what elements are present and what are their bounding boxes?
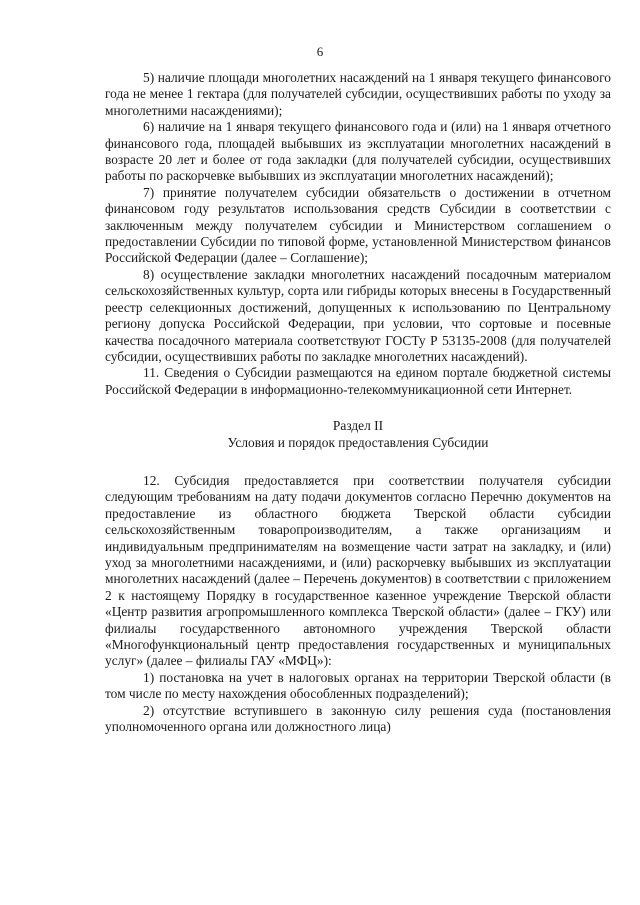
- paragraph-12-item-1: 1) постановка на учет в налоговых органах на территории Тверской области (в том числе по месту нахождения обособленных подразделений);: [105, 669, 611, 702]
- document-body: [105, 70, 611, 735]
- section-heading: [105, 418, 611, 451]
- paragraph-12: 12. Субсидия предоставляется при соответствии получателя субсидии следующим требованиям на дату подачи документов согласно Перечню документов на предоставление из областного бюджета Тверской области субсидии сельскохозяйственным товаропроизводителям, а также организациям и индивидуальным предпринимателям на возмещение части затрат на закладку, и (или) уход за многолетними насаждениями, и (или) раскорчевку выбывших из эксплуатации многолетних насаждений (далее – Перечень документов) в соответствии с приложением 2 к настоящему Порядку в государственное казенное учреждение Тверской области «Центр развития агропромышленного комплекса Тверской области» (далее – ГКУ) или филиалы государственного автономного учреждения Тверской области «Многофункциональный центр предоставления государственных и муниципальных услуг» (далее – филиалы ГАУ «МФЦ»):: [105, 472, 611, 669]
- page-number: 6: [316, 44, 324, 59]
- paragraph-item-5: 5) наличие площади многолетних насаждений на 1 января текущего финансового года не менее 1 гектара (для получателей субсидии, осуществивших работы по уходу за многолетними насаждениями);: [105, 70, 611, 118]
- paragraph-item-7: 7) принятие получателем субсидии обязательств о достижении в отчетном финансовом году результатов использования средств Субсидии в соответствии с заключенным между получателем субсидии и Министерством соглашением о предоставлении Субсидии по типовой форме, установленной Министерством финансов Российской Федерации (далее – Соглашение);: [105, 184, 611, 266]
- paragraph-11: 11. Сведения о Субсидии размещаются на едином портале бюджетной системы Российской Федерации в информационно-телекоммуникационной сети Интернет.: [105, 365, 611, 397]
- paragraph-item-8: 8) осуществление закладки многолетних насаждений посадочным материалом сельскохозяйственных культур, сорта или гибриды которых внесены в Государственный реестр селекционных достижений, допущенных к использованию по Центральному региону допуска Российской Федерации, при условии, что сортовые и посевные качества посадочного материала соответствуют ГОСТу Р 53135-2008 (для получателей субсидии, осуществивших работы по закладке многолетних насаждений).: [105, 266, 611, 364]
- paragraph-item-6: 6) наличие на 1 января текущего финансового года и (или) на 1 января отчетного финансового года, площадей выбывших из эксплуатации многолетних насаждений в возрасте 20 лет и более от года закладки (для получателей субсидии, осуществивших работы по раскорчевке выбывших из эксплуатации многолетних насаждений);: [105, 119, 611, 184]
- section-number: Раздел II: [332, 418, 384, 434]
- paragraph-12-item-2: 2) отсутствие вступившего в законную силу решения суда (постановления уполномоченного органа или должностного лица): [105, 702, 611, 735]
- section-title: Условия и порядок предоставления Субсидии: [227, 434, 489, 450]
